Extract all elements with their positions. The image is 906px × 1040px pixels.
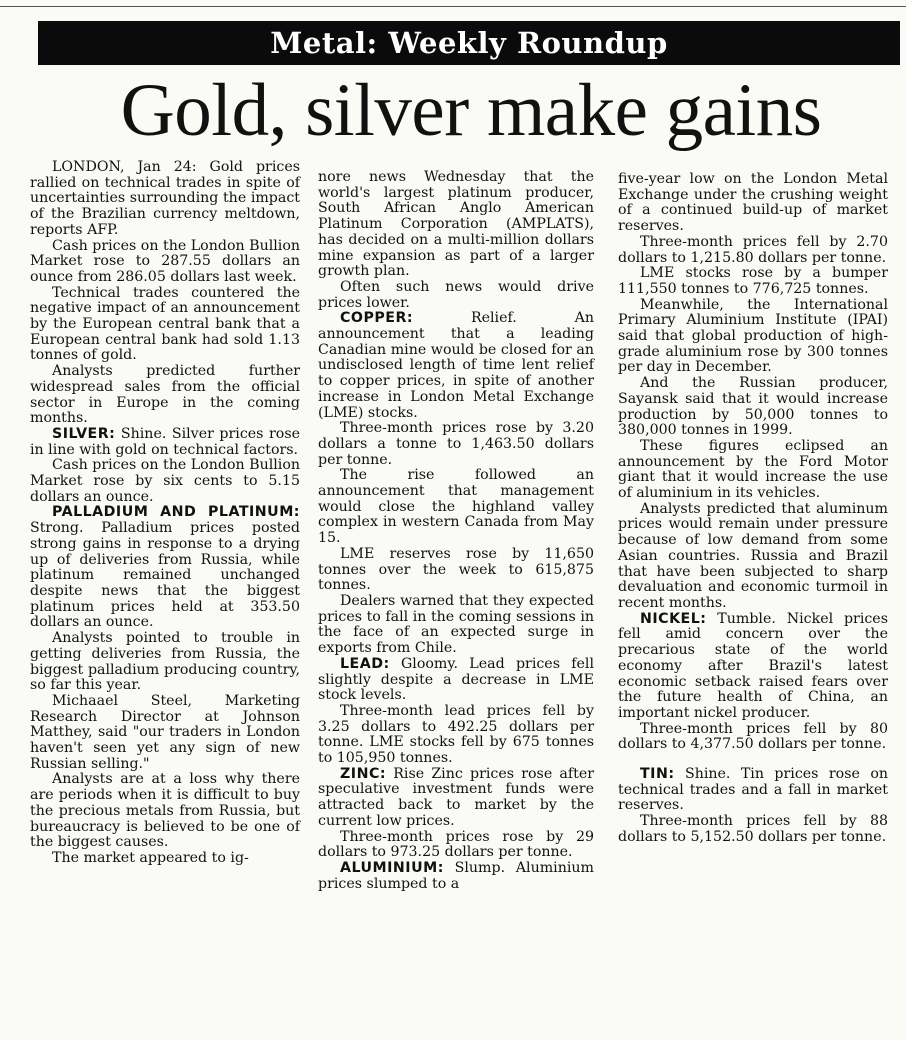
article-paragraph	[318, 421, 594, 468]
paragraph-text: Analysts predicted that aluminum prices would remain under pressure because of low demand from some Asian countries. Russia and Brazil that have been subjected to sharp devaluation and economic turmoil in recent months.	[618, 500, 888, 611]
article-paragraph	[318, 767, 594, 830]
paragraph-text: LONDON, Jan 24: Gold prices rallied on technical trades in spite of uncertainties surrounding the impact of the Brazilian currency meltdown, reports AFP.	[30, 159, 300, 238]
article-paragraph	[318, 594, 594, 657]
section-lead: ZINC:	[340, 765, 387, 782]
paragraph-text: Three-month prices fell by 88 dollars to 5,152.50 dollars per tonne.	[618, 813, 888, 845]
section-lead: SILVER:	[52, 425, 116, 442]
article-paragraph	[30, 160, 300, 239]
headline: Gold, silver make gains	[120, 69, 822, 152]
section-lead: LEAD:	[340, 655, 390, 672]
article-column-3	[618, 172, 888, 846]
paragraph-text: Gloomy. Lead prices fell slightly despite a decrease in LME stock levels.	[318, 655, 594, 704]
article-paragraph	[318, 547, 594, 594]
article-paragraph	[618, 767, 888, 814]
article-column-2	[318, 170, 594, 892]
article-paragraph	[30, 851, 300, 867]
paragraph-text: Shine. Tin prices rose on technical trades and a fall in market reserves.	[618, 766, 888, 814]
section-lead: TIN:	[640, 766, 675, 783]
article-paragraph	[30, 239, 300, 286]
section-lead: COPPER:	[340, 310, 414, 327]
article-paragraph	[318, 170, 594, 280]
paragraph-text: The rise followed an announcement that management would close the highland valley complex in western Canada from May 15.	[318, 467, 594, 547]
article-column-1	[30, 160, 300, 867]
article-paragraph	[318, 657, 594, 704]
paragraph-text: Analysts pointed to trouble in getting deliveries from Russia, the biggest palladium producing country, so far this year.	[30, 630, 300, 694]
article-paragraph	[30, 631, 300, 694]
article-paragraph	[618, 376, 888, 439]
paragraph-text: Three-month lead prices fell by 3.25 dollars to 492.25 dollars per tonne. LME stocks fell by 675 tonnes to 105,950 tonnes.	[318, 702, 594, 767]
paragraph-text: Dealers warned that they expected prices to fall in the coming sessions in the face of an expected surge in exports from Chile.	[318, 592, 594, 657]
section-lead: PALLADIUM AND PLATINUM:	[52, 504, 300, 521]
paragraph-text: Slump. Aluminium prices slumped to a	[318, 859, 594, 892]
paragraph-text: Three-month prices rose by 29 dollars to 973.25 dollars per tonne.	[318, 828, 594, 861]
article-paragraph	[30, 458, 300, 505]
top-rule	[0, 0, 906, 7]
paragraph-text: LME reserves rose by 11,650 tonnes over the week to 615,875 tonnes.	[318, 545, 594, 594]
paragraph-text: These figures eclipsed an announcement by the Ford Motor giant that it would increase the use of aluminium in its vehicles.	[618, 437, 888, 502]
paragraph-text: Michaael Steel, Marketing Research Director at Johnson Matthey, said "our traders in London haven't seen yet any sign of new Russian selling."	[30, 692, 300, 772]
paragraph-text: Three-month prices fell by 80 dollars to 4,377.50 dollars per tonne.	[618, 720, 888, 753]
paragraph-text: Shine. Silver prices rose in line with gold on technical factors.	[30, 425, 300, 458]
article-paragraph	[618, 722, 888, 753]
paragraph-text: Cash prices on the London Bullion Market rose by six cents to 5.15 dollars an ounce.	[30, 457, 300, 505]
article-paragraph	[618, 172, 888, 235]
paragraph-text: Strong. Palladium prices posted strong gains in response to a drying up of deliveries from Russia, while platinum remained unchanged despite news that the biggest platinum prices held at 353.50 dollars an ounce.	[30, 520, 300, 631]
section-banner	[38, 21, 900, 65]
paragraph-text: Often such news would drive prices lower.	[318, 278, 594, 311]
article-paragraph	[618, 235, 888, 266]
section-lead: ALUMINIUM:	[340, 859, 444, 876]
paragraph-gap	[618, 753, 888, 767]
article-paragraph	[30, 772, 300, 851]
article-paragraph	[318, 861, 594, 892]
paragraph-text: nore news Wednesday that the world's largest platinum producer, South African Anglo American Platinum Corporation (AMPLATS), has decided on a multi-million dollars mine expansion as part of a larger growth plan.	[318, 169, 594, 280]
paragraph-text: Relief. An announcement that a leading Canadian mine would be closed for an undisclosed length of time lent relief to copper prices, in spite of another increase in London Metal Exchange (LME) stocks.	[318, 310, 594, 421]
article-paragraph	[318, 468, 594, 547]
article-paragraph	[618, 814, 888, 845]
paragraph-text: five-year low on the London Metal Exchange under the crushing weight of a continued build-up of market reserves.	[618, 171, 888, 235]
article-paragraph	[618, 612, 888, 722]
article-paragraph	[30, 505, 300, 631]
paragraph-text: Cash prices on the London Bullion Market rose to 287.55 dollars an ounce from 286.05 dollars last week.	[30, 237, 300, 285]
article-paragraph	[318, 704, 594, 767]
paragraph-text: Three-month prices fell by 2.70 dollars to 1,215.80 dollars per tonne.	[618, 233, 888, 266]
article-paragraph	[618, 266, 888, 297]
article-paragraph	[318, 311, 594, 421]
paragraph-text: Technical trades countered the negative impact of an announcement by the European central bank that a European central bank had sold 1.13 tonnes of gold.	[30, 284, 300, 364]
article-paragraph	[30, 364, 300, 427]
paragraph-text: Tumble. Nickel prices fell amid concern over the precarious state of the world economy after Brazil's latest economic setback raised fears over the future health of China, an important nickel producer.	[618, 610, 888, 721]
article-paragraph	[30, 286, 300, 365]
article-paragraph	[30, 694, 300, 773]
paragraph-text: Analysts are at a loss why there are periods when it is difficult to buy the precious metals from Russia, but bureaucracy is believed to be one of the biggest causes.	[30, 771, 300, 851]
article-paragraph	[618, 439, 888, 502]
paragraph-text: Analysts predicted further widespread sales from the official sector in Europe in the coming months.	[30, 363, 300, 427]
article-paragraph	[318, 280, 594, 311]
article-paragraph	[618, 502, 888, 612]
paragraph-text: LME stocks rose by a bumper 111,550 tonnes to 776,725 tonnes.	[618, 265, 888, 297]
paragraph-text: Three-month prices rose by 3.20 dollars a tonne to 1,463.50 dollars per tonne.	[318, 420, 594, 468]
article-paragraph	[318, 830, 594, 861]
paragraph-text: Meanwhile, the International Primary Aluminium Institute (IPAI) said that global production of high-grade aluminium rose by 300 tonnes per day in December.	[618, 296, 888, 376]
section-title: Metal: Weekly Roundup	[270, 26, 668, 60]
article-paragraph	[618, 298, 888, 377]
section-lead: NICKEL:	[640, 610, 707, 627]
paragraph-text: Rise Zinc prices rose after speculative investment funds were attracted back to market by the current low prices.	[318, 765, 594, 829]
paragraph-text: And the Russian producer, Sayansk said that it would increase production by 50,000 tonnes to 380,000 tonnes in 1999.	[618, 375, 888, 439]
article-paragraph	[30, 427, 300, 458]
paragraph-text: The market appeared to ig-	[52, 849, 249, 866]
